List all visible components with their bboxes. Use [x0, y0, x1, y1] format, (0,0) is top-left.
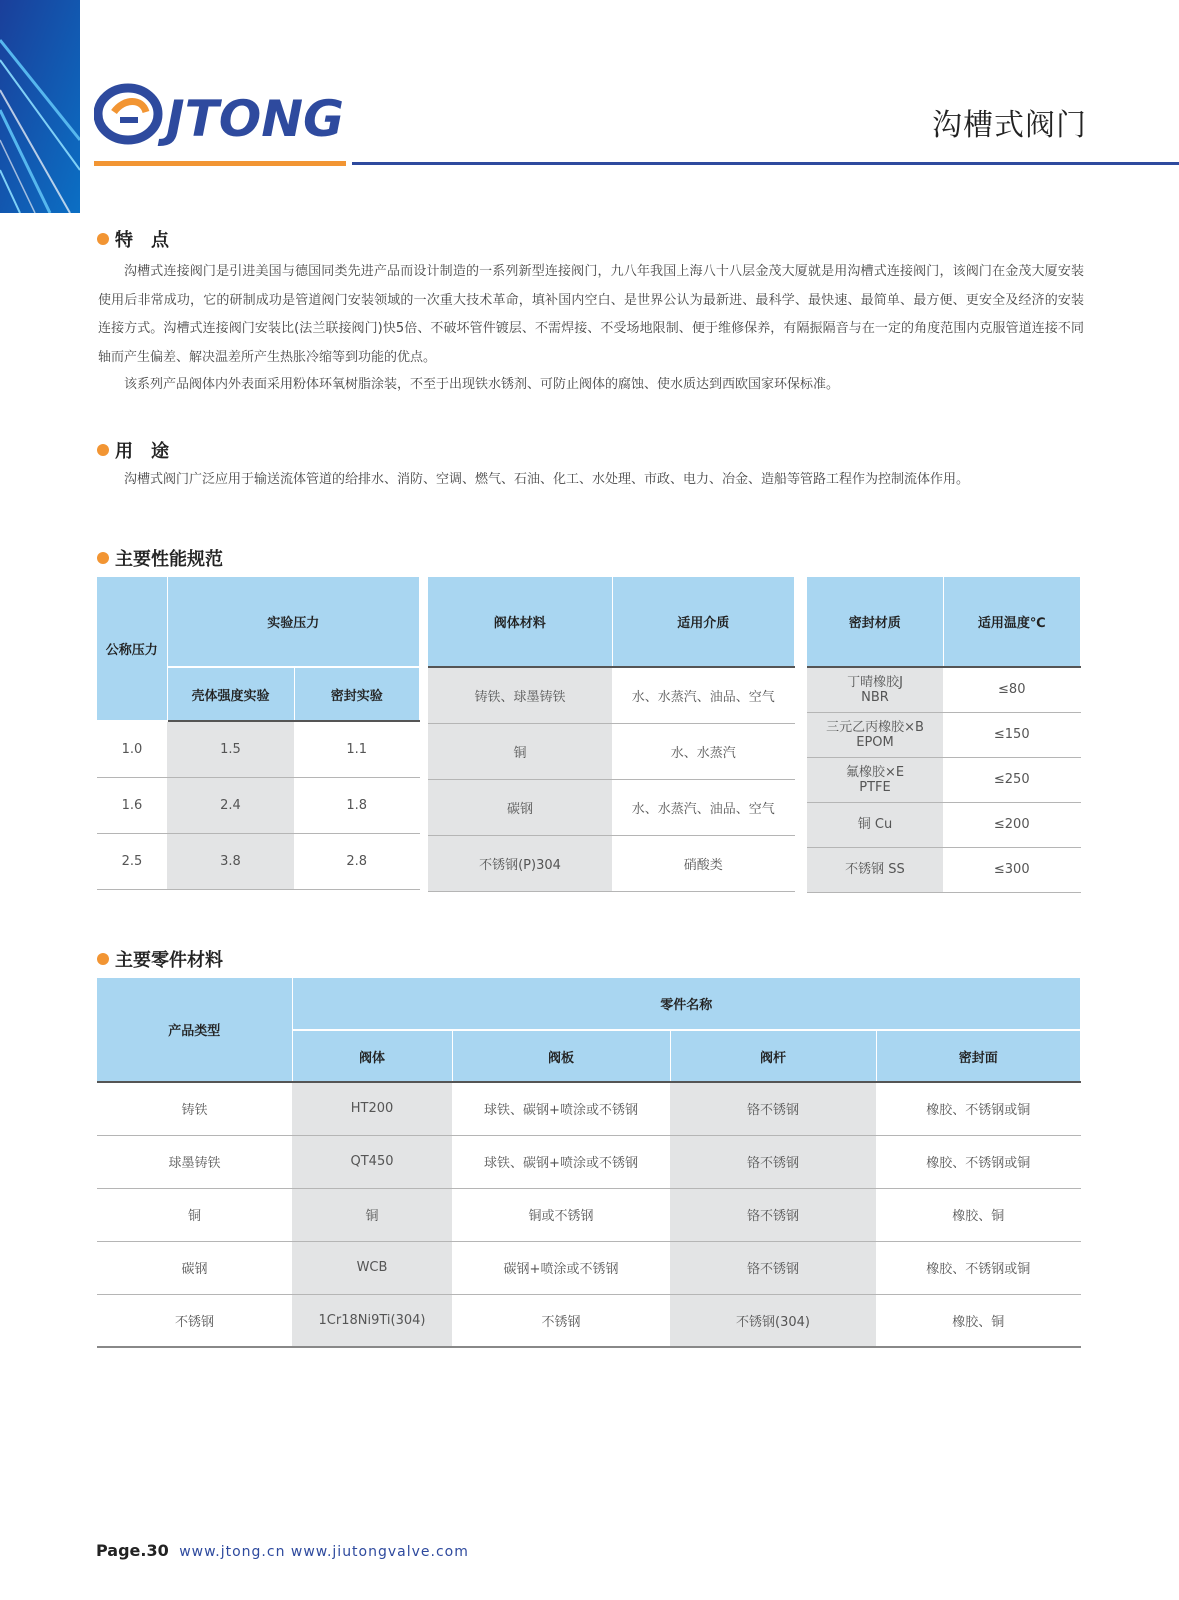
header-test-pressure: 实验压力 — [167, 577, 420, 667]
table-row: 碳钢 水、水蒸汽、油品、空气 — [428, 779, 795, 835]
header-seal-material: 密封材质 — [807, 577, 943, 667]
table-row: 铸铁、球墨铸铁 水、水蒸汽、油品、空气 — [428, 667, 795, 723]
features-heading: 特 点 — [97, 226, 169, 252]
usage-paragraph: 沟槽式阀门广泛应用于输送流体管道的给排水、消防、空调、燃气、石油、化工、水处理、市政、电力、冶金、造船等管路工程作为控制流体作用。 — [124, 472, 970, 487]
svg-text:JTONG: JTONG — [166, 90, 345, 148]
header-body-material: 阀体材料 — [428, 577, 612, 667]
spec-heading: 主要性能规范 — [97, 545, 223, 571]
logo-underline — [94, 161, 346, 166]
usage-heading: 用 途 — [97, 437, 169, 463]
header-temperature: 适用温度℃ — [943, 577, 1081, 667]
seal-table — [807, 577, 1081, 893]
page-number: Page.30 — [96, 1541, 169, 1560]
jtong-logo — [94, 76, 354, 156]
header-nominal-pressure: 公称压力 — [97, 577, 167, 721]
table-row: 不锈钢 SS ≤300 — [807, 847, 1081, 892]
pressure-table — [97, 577, 420, 890]
header-part-names: 零件名称 — [292, 978, 1081, 1030]
table-row: 碳钢 WCB 碳钢+喷涂或不锈钢 铬不锈钢 橡胶、不锈钢或铜 — [97, 1241, 1081, 1294]
header-body: 阀体 — [292, 1030, 452, 1082]
parts-table — [97, 978, 1081, 1348]
header-product-type: 产品类型 — [97, 978, 292, 1082]
corner-decoration — [0, 0, 80, 213]
table-row: 丁晴橡胶J NBR ≤80 — [807, 667, 1081, 712]
table-row: 2.5 3.8 2.8 — [97, 833, 420, 889]
table-row: 三元乙丙橡胶×B EPOM ≤150 — [807, 712, 1081, 757]
header-rule — [352, 162, 1179, 165]
table-row: 铜 水、水蒸汽 — [428, 723, 795, 779]
features-paragraph-1: 沟槽式连接阀门是引进美国与德国同类先进产品而设计制造的一系列新型连接阀门，九八年我国上海八十八层金茂大厦就是用沟槽式连接阀门，该阀门在金茂大厦安装使用后非常成功，它的研制成功是管道阀门安装领域的一次重大技术革命，填补国内空白、是世界公认为最新进、最科学、最快速、最简单、最方便、更安全及经济的安装连接方式。沟槽式连接阀门安装比(法兰联接阀门)快5倍、不破坏管件镀层、不需焊接、不受场地限制、便于维修保养，有隔振隔音与在一定的角度范围内克服管道连接不同轴而产生偏差、解决温差所产生热胀冷缩等到功能的优点。 — [98, 264, 1084, 365]
header-medium: 适用介质 — [612, 577, 795, 667]
table-row: 不锈钢 1Cr18Ni9Ti(304) 不锈钢 不锈钢(304) 橡胶、铜 — [97, 1294, 1081, 1347]
table-row: 铜 铜 铜或不锈钢 铬不锈钢 橡胶、铜 — [97, 1188, 1081, 1241]
parts-heading: 主要零件材料 — [97, 946, 223, 972]
header-seal-test: 密封实验 — [294, 667, 420, 721]
bullet-dot-icon — [97, 552, 109, 564]
table-row: 1.0 1.5 1.1 — [97, 721, 420, 777]
table-row: 不锈钢(P)304 硝酸类 — [428, 835, 795, 891]
table-row: 铸铁 HT200 球铁、碳钢+喷涂或不锈钢 铬不锈钢 橡胶、不锈钢或铜 — [97, 1082, 1081, 1135]
bullet-dot-icon — [97, 953, 109, 965]
table-row: 1.6 2.4 1.8 — [97, 777, 420, 833]
header-stem: 阀杆 — [670, 1030, 876, 1082]
table-row: 铜 Cu ≤200 — [807, 802, 1081, 847]
features-paragraph-2: 该系列产品阀体内外表面采用粉体环氧树脂涂装，不至于出现铁水锈剂、可防止阀体的腐蚀、使水质达到西欧国家环保标准。 — [124, 377, 840, 392]
page-title: 沟槽式阀门 — [932, 108, 1087, 143]
website-links: www.jtong.cn www.jiutongvalve.com — [179, 1544, 469, 1560]
bullet-dot-icon — [97, 233, 109, 245]
table-row: 球墨铸铁 QT450 球铁、碳钢+喷涂或不锈钢 铬不锈钢 橡胶、不锈钢或铜 — [97, 1135, 1081, 1188]
bullet-dot-icon — [97, 444, 109, 456]
header-disc: 阀板 — [452, 1030, 670, 1082]
table-row: 氟橡胶×E PTFE ≤250 — [807, 757, 1081, 802]
header-shell-test: 壳体强度实验 — [167, 667, 294, 721]
material-table — [428, 577, 795, 892]
header-seal-face: 密封面 — [876, 1030, 1081, 1082]
footer — [96, 1541, 469, 1560]
